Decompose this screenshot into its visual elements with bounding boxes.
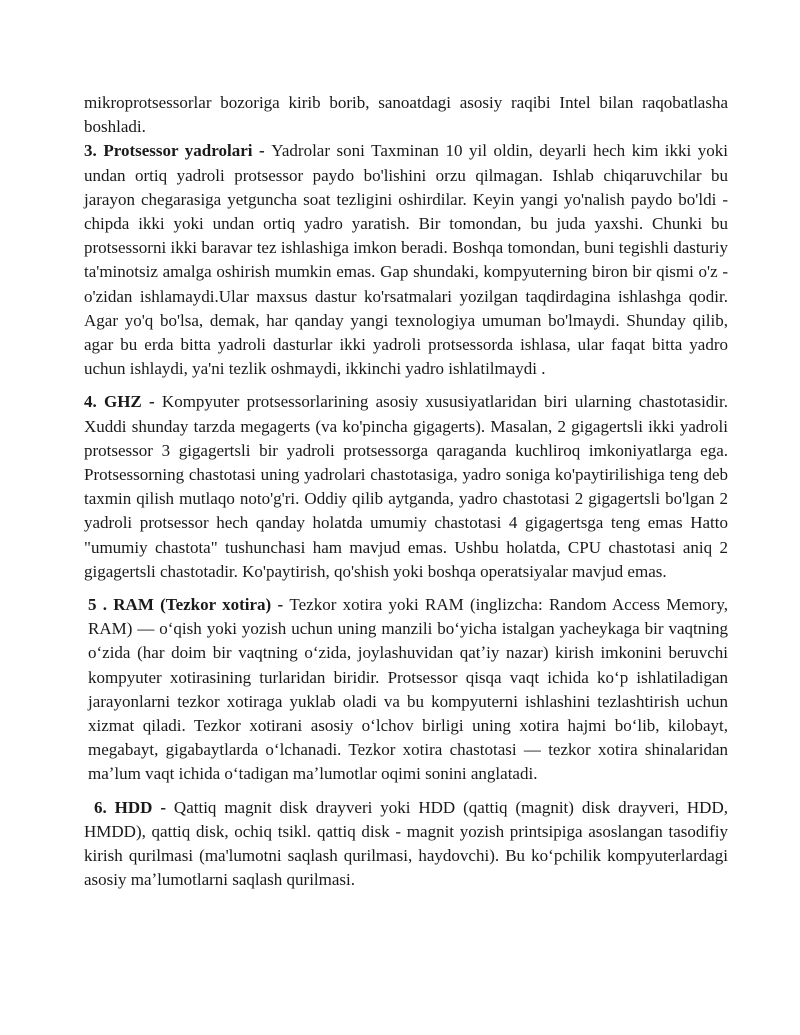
section-heading-cores: 3. Protsessor yadrolari <box>84 141 253 161</box>
section-heading-ghz: 4. GHZ <box>84 392 142 412</box>
section-dash: - <box>141 392 162 412</box>
section-dash: - <box>152 797 174 817</box>
section-heading-hdd: 6. HDD <box>94 797 153 817</box>
section-dash: - <box>252 141 272 161</box>
section-dash: - <box>271 595 290 615</box>
section-hdd <box>84 796 728 893</box>
section-ghz <box>84 390 728 584</box>
section-body-ram: Tezkor xotira yoki RAM (inglizcha: Random Access Memory, RAM) — oʻqish yoki yozish uchun uning manzili boʻyicha istalgan yacheykaga bir vaqtning oʻzida (har doim bir vaqtning oʻzida, joylashuvidan qatʼiy nazar) kirish imkonini beruvchi kompyuter xotirasining turlaridan biridir. Protsessor qisqa vaqt ichida koʻp ishlatiladigan jarayonlarni tezkor xotiraga yuklab oladi va bu kompyuterni ishlashini tezlashtirish uchun xizmat qiladi. Tezkor xotirani asosiy oʻlchov birligi uning xotira hajmi boʻlib, kilobayt, megabayt, gigabaytlarda oʻlchanadi. Tezkor xotira chastotasi — tezkor xotira shinalaridan maʼlum vaqt ichida oʻtadigan maʼlumotlar oqimi sonini anglatadi. <box>88 595 728 784</box>
section-body-hdd: Qattiq magnit disk drayveri yoki HDD (qattiq (magnit) disk drayveri, HDD, HMDD), qattiq disk, ochiq tsikl. qattiq disk - magnit yozish printsipiga asoslangan tasodifiy kirish qurilmasi (ma'lumotni saqlash qurilmasi, haydovchi). Bu koʻpchilik kompyuterlardagi asosiy maʼlumotlarni saqlash qurilmasi. <box>84 797 728 890</box>
section-heading-ram: 5 . RAM (Tezkor xotira) <box>88 595 272 615</box>
section-cores <box>84 139 728 381</box>
section-body-cores: Yadrolar soni Taxminan 10 yil oldin, deyarli hech kim ikki yoki undan ortiq yadroli protsessor paydo bo'lishini orzu qilmagan. Ishlab chiqaruvchilar bu jarayon chegarasiga yetguncha soat tezligini oshirdilar. Keyin yangi yo'nalish paydo bo'ldi - chipda ikki yoki undan ortiq yadro yaratish. Bir tomondan, bu juda yaxshi. Chunki bu protsessorni ikki baravar tez ishlashiga imkon beradi. Boshqa tomondan, buni tegishli dasturiy ta'minotsiz amalga oshirish mumkin emas. Gap shundaki, kompyuterning biron bir qismi o'z -o'zidan ishlamaydi.Ular maxsus dastur ko'rsatmalari yozilgan taqdirdagina ishlashga qodir. Agar yo'q bo'lsa, demak, har qanday yangi texnologiya umuman bo'lmaydi. Shunday qilib, agar bu erda bitta yadroli dasturlar ikki yadroli protsessorda ishlasa, ular faqat bitta yadro uchun ishlaydi, ya'ni tezlik oshmaydi, ikkinchi yadro ishlatilmaydi . <box>84 141 728 379</box>
continuation-paragraph <box>84 91 728 139</box>
continuation-text: mikroprotsessorlar bozoriga kirib borib, sanoatdagi asosiy raqibi Intel bilan raqobatlasha boshladi. <box>84 93 728 137</box>
section-body-ghz: Kompyuter protsessorlarining asosiy xususiyatlaridan biri ularning chastotasidir. Xuddi shunday tarzda megagerts (va ko'pincha gigagerts). Masalan, 2 gigagertsli ikki yadroli protsessor 3 gigagertsli bir yadroli protsessorga qaraganda kuchliroq imkoniyatlarga ega. Protsessorning chastotasi uning yadrolari chastotasiga, yadro soniga ko'paytirilishiga teng deb taxmin qilish mutlaqo noto'g'ri. Oddiy qilib aytganda, yadro chastotasi 2 gigagertsli bo'lgan 2 yadroli protsessor hech qanday holatda umumiy chastotasi 4 gigagertsga teng emas Hatto "umumiy chastota" tushunchasi ham mavjud emas. Ushbu holatda, CPU chastotasi aniq 2 gigagertsli chastotadir. Ko'paytirish, qo'shish yoki boshqa operatsiyalar mavjud emas. <box>84 392 728 581</box>
section-ram <box>84 593 728 787</box>
